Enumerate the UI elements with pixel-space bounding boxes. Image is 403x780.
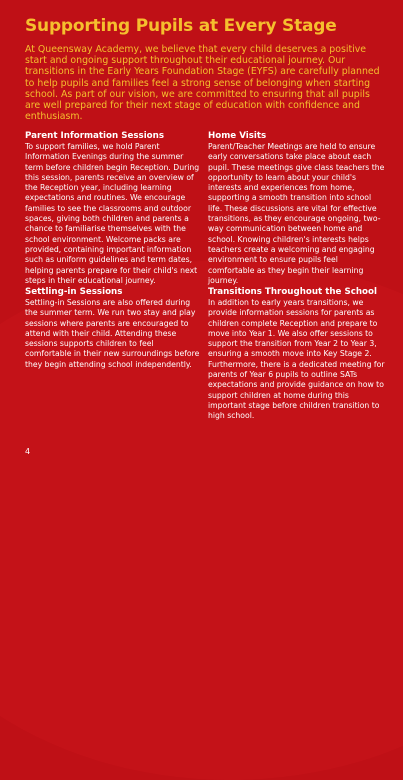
- section-heading: Home Visits: [208, 131, 267, 141]
- section-transitions-throughout-school: [208, 287, 386, 422]
- section-parent-information-sessions: [25, 131, 200, 286]
- page-title: Supporting Pupils at Every Stage: [25, 16, 337, 36]
- section-heading: Transitions Throughout the School: [208, 287, 377, 297]
- section-heading: Settling-in Sessions: [25, 287, 123, 297]
- intro-paragraph: At Queensway Academy, we believe that every child deserves a positive start and ongoing support throughout their educational journey. Our transitions in the Early Years Foundation Stage (EYFS) are carefully planned to help pupils and families feel a strong sense of belonging when starting school. As part of our vision, we are committed to ensuring that all pupils are well prepared for their next stage of education with confidence and enthusiasm.: [25, 44, 380, 123]
- section-body: In addition to early years transitions, we provide information sessions for parents as children complete Reception and prepare to move into Year 1. We also offer sessions to support the transition from Year 2 to Year 3, ensuring a smooth move into Key Stage 2. Furthermore, there is a dedicated meeting for parents of Year 6 pupils to outline SATs expectations and provide guidance on how to support children at home during this important stage before children transition to high school.: [208, 298, 385, 421]
- section-heading: Parent Information Sessions: [25, 131, 164, 141]
- page-number: 4: [25, 447, 31, 456]
- section-body: Settling-in Sessions are also offered during the summer term. We run two stay and play sessions where parents are encouraged to attend with their child. Attending these sessions supports children to feel comfortable in their new surroundings before they begin attending school independently.: [25, 298, 200, 369]
- section-settling-in-sessions: [25, 287, 200, 370]
- section-home-visits: [208, 131, 386, 286]
- section-body: To support families, we hold Parent Information Evenings during the summer term before children begin Reception. During this session, parents receive an overview of the Reception year, including learning expectations and routines. We encourage families to see the classrooms and outdoor spaces, giving both children and parents a chance to familiarise themselves with the school environment. Welcome packs are provided, containing important information such as uniform guidelines and term dates, helping parents prepare for their child's next steps in their educational journey.: [25, 142, 200, 285]
- section-body: Parent/Teacher Meetings are held to ensure early conversations take place about each pupil. These meetings give class teachers the opportunity to learn about your child's interests and experiences from home, supporting a smooth transition into school life. These discussions are vital for effective transitions, as they encourage ongoing, two-way communication between home and school. Knowing children's interests helps teachers create a welcoming and engaging environment to ensure pupils feel comfortable as they begin their learning journey.: [208, 142, 385, 285]
